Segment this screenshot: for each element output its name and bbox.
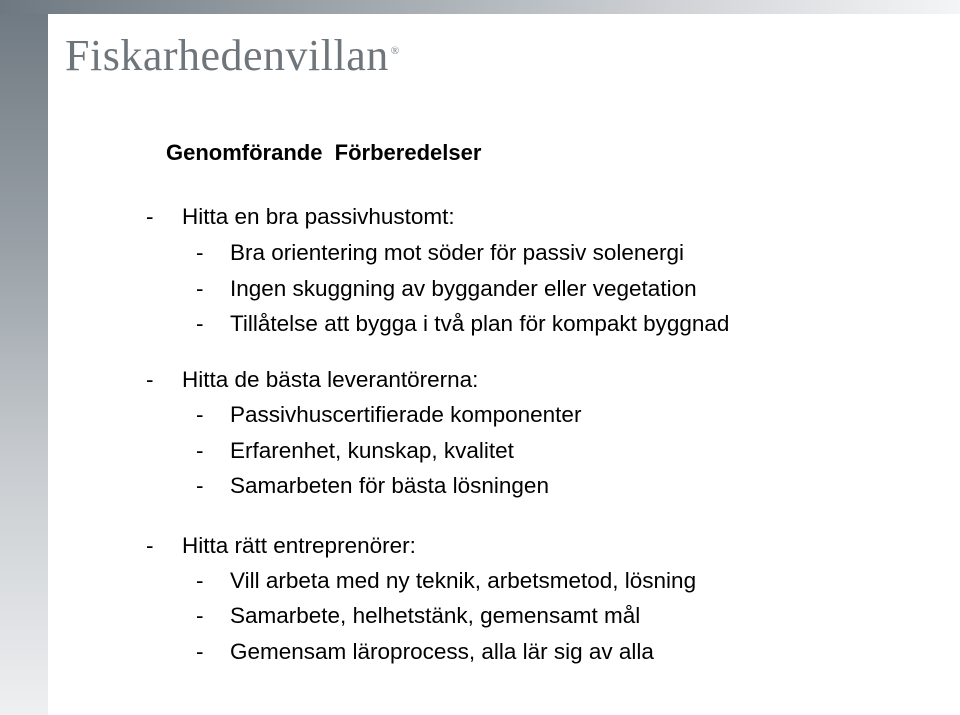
slide-heading: Genomförande Förberedelser [166,140,482,165]
bullet-dash: - [196,402,204,427]
bullet-dash: - [196,568,204,593]
list-item-text: Erfarenhet, kunskap, kvalitet [230,438,514,463]
list-item-text: Samarbeten för bästa lösningen [230,473,549,498]
list-item-text: Vill arbeta med ny teknik, arbetsmetod, lösning [230,568,697,593]
list-item-text: Samarbete, helhetstänk, gemensamt mål [230,603,641,628]
bullet-dash: - [196,276,204,301]
section-title-text: Hitta de bästa leverantörerna: [182,367,479,392]
bullet-dash: - [196,240,204,265]
bullet-dash: - [146,204,154,229]
list-item-text: Bra orientering mot söder för passiv solenergi [230,240,684,265]
company-logo [65,30,400,81]
list-item-text: Gemensam läroprocess, alla lär sig av alla [230,639,654,664]
bullet-dash: - [196,639,204,664]
bullet-dash: - [196,438,204,463]
bullet-dash: - [196,473,204,498]
list-item-text: Ingen skuggning av byggander eller vegetation [230,276,697,301]
section-title-text: Hitta rätt entreprenörer: [182,533,416,558]
decorative-side-band [0,0,48,715]
list-item-text: Tillåtelse att bygga i två plan för kompakt byggnad [230,311,730,336]
bullet-dash: - [196,603,204,628]
list-item-text: Passivhuscertifierade komponenter [230,402,582,427]
bullet-dash: - [196,311,204,336]
section-title-text: Hitta en bra passivhustomt: [182,204,455,229]
registered-mark: ® [390,45,400,58]
bullet-dash: - [146,367,154,392]
decorative-top-band [0,0,960,14]
logo-text: Fiskarhedenvillan [65,31,389,80]
bullet-dash: - [146,533,154,558]
